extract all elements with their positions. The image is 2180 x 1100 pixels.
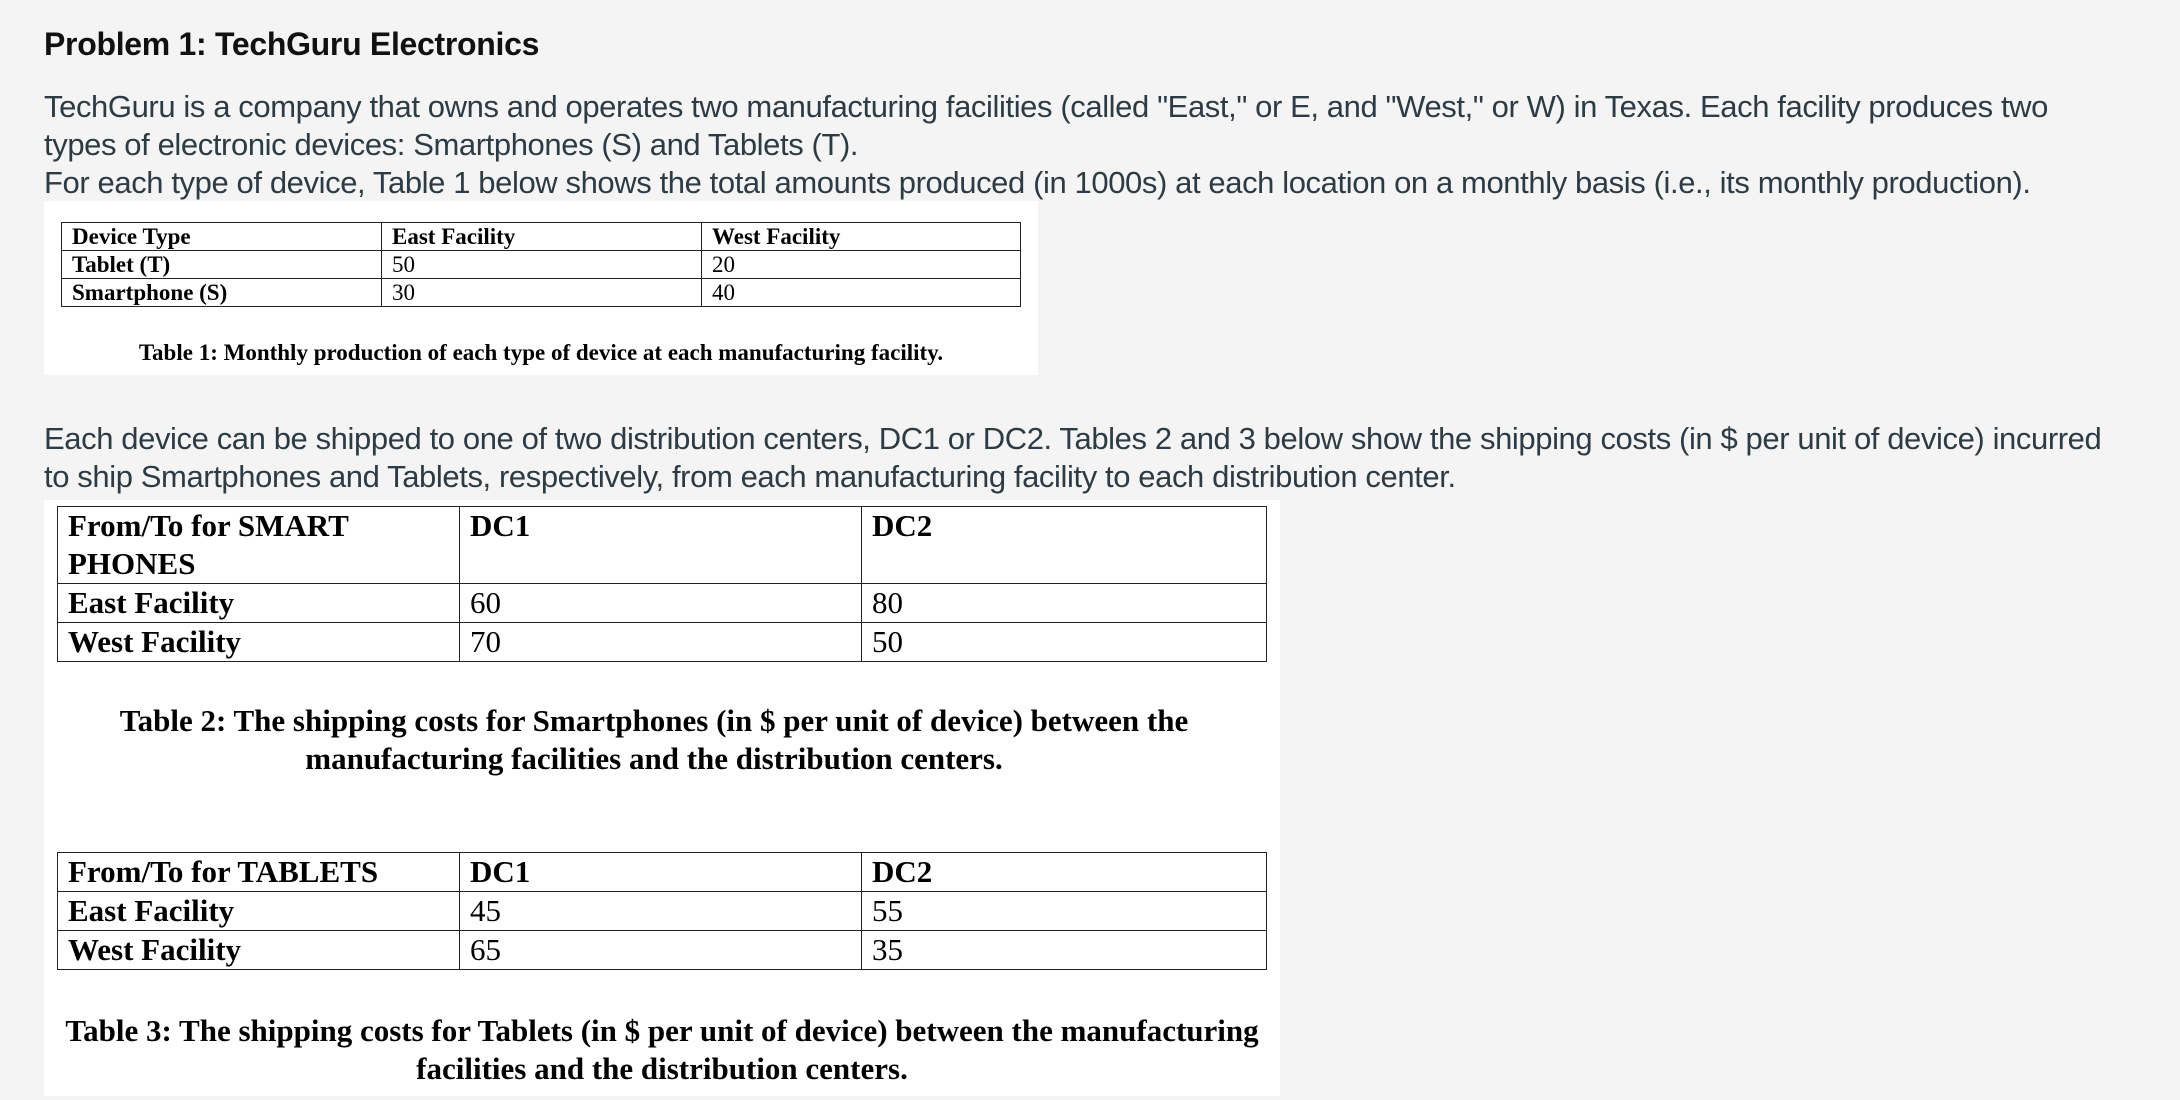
table-header-row [58, 507, 1267, 584]
table-cell: 80 [862, 584, 1267, 623]
table-header-cell: East Facility [382, 223, 702, 251]
table-header-row [62, 223, 1021, 251]
shipping-paragraph [44, 420, 2154, 496]
table-header-cell: West Facility [702, 223, 1021, 251]
table-caption: Table 1: Monthly production of each type of device at each manufacturing facility. [138, 340, 944, 365]
row-label-cell: West Facility [58, 623, 460, 662]
row-label-cell: Tablet (T) [62, 251, 382, 279]
caption-line: manufacturing facilities and the distribution centers. [305, 741, 1003, 776]
page-title: Problem 1: TechGuru Electronics [44, 26, 540, 62]
caption-line: Table 3: The shipping costs for Tablets (in $ per unit of device) between the manufacturing [65, 1013, 1259, 1048]
shipping-tables-image [44, 500, 1280, 1096]
table-caption [104, 702, 1204, 778]
table1-image [44, 201, 1038, 375]
row-label-cell: East Facility [58, 584, 460, 623]
header-text-line: PHONES [68, 546, 196, 581]
table-header-cell: DC1 [460, 853, 862, 892]
table-cell: 65 [460, 931, 862, 970]
table-cell: 35 [862, 931, 1267, 970]
table-header-cell: Device Type [62, 223, 382, 251]
row-label-cell: West Facility [58, 931, 460, 970]
table-row [62, 251, 1021, 279]
table-caption [44, 1012, 1280, 1088]
intro-paragraph [44, 88, 2154, 202]
table-row [58, 584, 1267, 623]
row-label-cell: Smartphone (S) [62, 279, 382, 307]
header-text-line: From/To for SMART [68, 508, 349, 543]
shipping-line: Each device can be shipped to one of two distribution centers, DC1 or DC2. Tables 2 and 3 below show the shipping costs (in $ per unit of device) incurred [44, 421, 2102, 456]
intro-line: TechGuru is a company that owns and operates two manufacturing facilities (called "East," or E, and "West," or W) in Texas. Each facility produces two [44, 89, 2048, 124]
table-row [58, 892, 1267, 931]
table-cell: 45 [460, 892, 862, 931]
table-row [58, 931, 1267, 970]
tablet-shipping-table [57, 852, 1267, 970]
table-header-cell [58, 507, 460, 584]
caption-line: facilities and the distribution centers. [416, 1051, 908, 1086]
table-cell: 50 [862, 623, 1267, 662]
table-cell: 50 [382, 251, 702, 279]
table-cell: 30 [382, 279, 702, 307]
table-cell: 55 [862, 892, 1267, 931]
table-cell: 60 [460, 584, 862, 623]
table-header-row [58, 853, 1267, 892]
table-header-cell: DC2 [862, 853, 1267, 892]
table-cell: 70 [460, 623, 862, 662]
smartphone-shipping-table [57, 506, 1267, 662]
intro-line: types of electronic devices: Smartphones (S) and Tablets (T). [44, 127, 859, 162]
production-table [61, 222, 1021, 307]
row-label-cell: East Facility [58, 892, 460, 931]
table-row [58, 623, 1267, 662]
table-cell: 20 [702, 251, 1021, 279]
shipping-line: to ship Smartphones and Tablets, respectively, from each manufacturing facility to each distribution center. [44, 459, 1456, 494]
table-cell: 40 [702, 279, 1021, 307]
table-header-cell: From/To for TABLETS [58, 853, 460, 892]
table-row [62, 279, 1021, 307]
caption-line: Table 2: The shipping costs for Smartphones (in $ per unit of device) between the [119, 703, 1189, 738]
intro-line: For each type of device, Table 1 below shows the total amounts produced (in 1000s) at each location on a monthly basis (i.e., its monthly production). [44, 165, 2031, 200]
table-header-cell: DC1 [460, 507, 862, 584]
table-header-cell: DC2 [862, 507, 1267, 584]
